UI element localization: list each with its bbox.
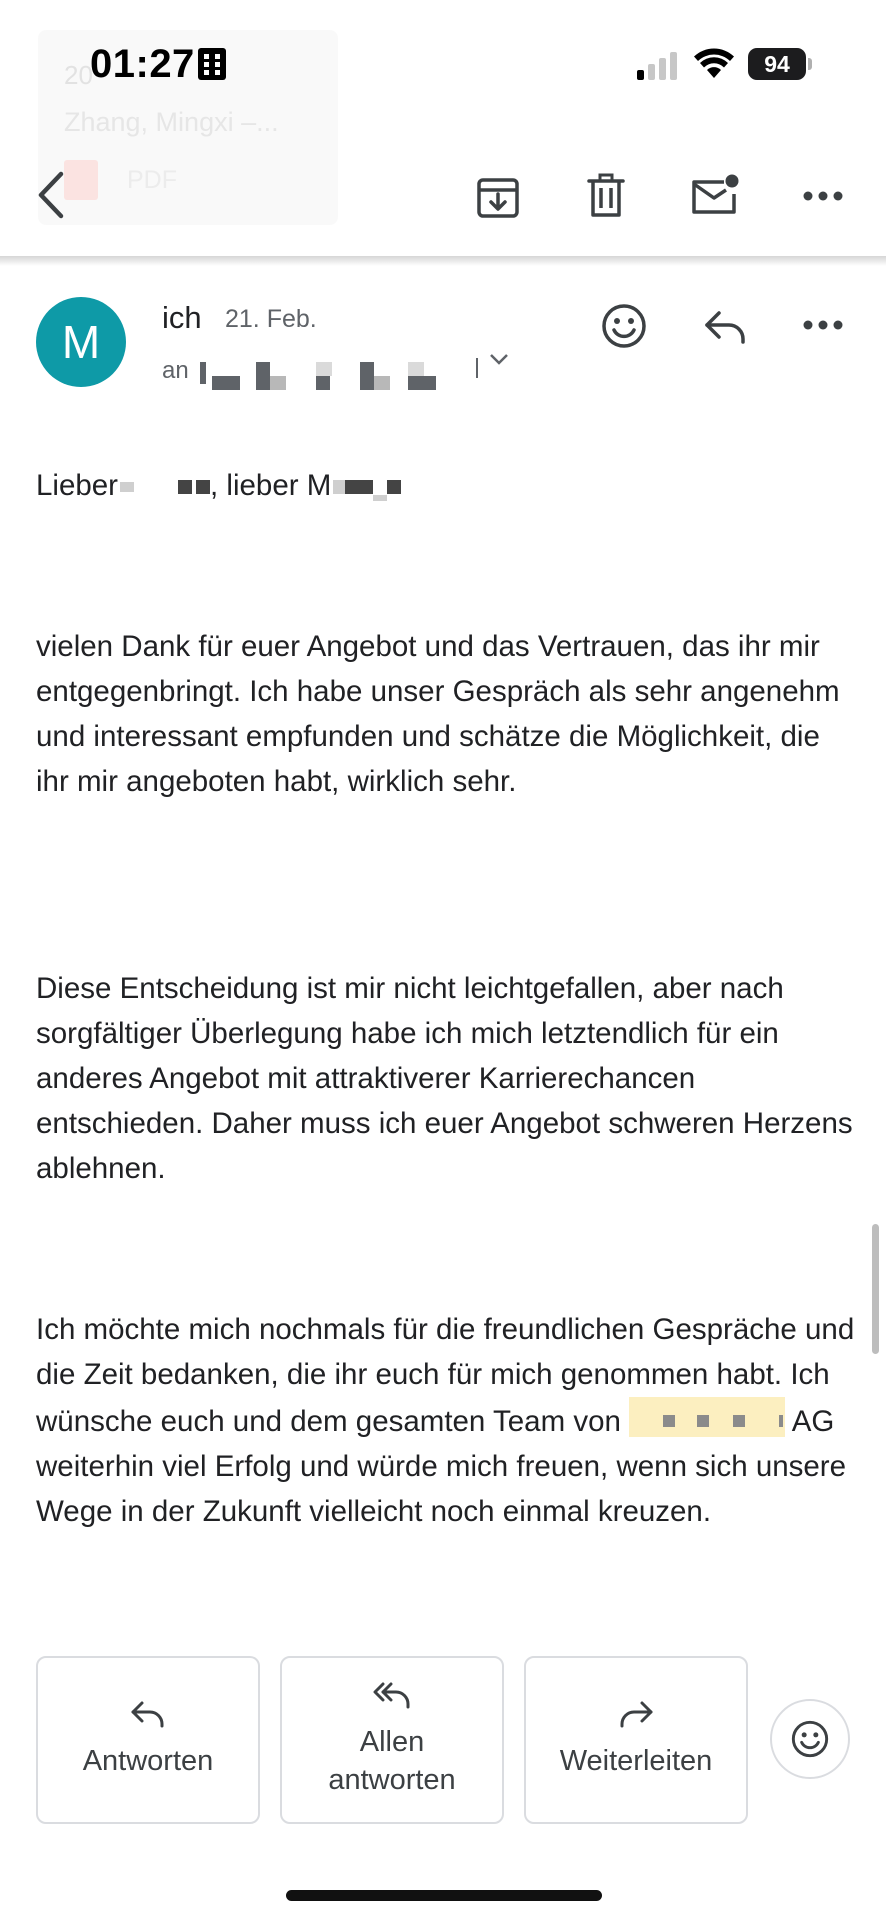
emoji-icon	[600, 302, 648, 350]
more-options-button[interactable]	[795, 176, 851, 216]
avatar[interactable]: M	[36, 297, 126, 387]
greeting-line	[36, 463, 856, 508]
redaction-block	[120, 482, 134, 492]
reply-button[interactable]	[698, 302, 752, 352]
redaction-block	[212, 376, 240, 390]
archive-button[interactable]	[470, 170, 526, 226]
emoji-reaction-button[interactable]	[770, 1699, 850, 1779]
header-divider	[0, 256, 886, 266]
delete-button[interactable]	[578, 168, 634, 224]
body-paragraph-2: Diese Entscheidung ist mir nicht leichtgefallen, aber nach sorgfältiger Überlegung habe ich mich letztendlich für ein anderes Angebot mit attraktiverer Karrierechancen entschieden. Daher muss ich euer Angebot schweren Herzens ablehnen.	[36, 972, 853, 1185]
reply-all-label-line1: Allen	[359, 1726, 425, 1758]
battery-tip	[808, 58, 812, 70]
redaction-block	[256, 362, 270, 390]
body-paragraph-1: vielen Dank für euer Angebot und das Vertrauen, das ihr mir entgegenbringt. Ich habe unser Gespräch als sehr angenehm und interessant empfunden und schätze die Möglichkeit, die ihr mir angeboten habt, wirklich sehr.	[36, 630, 840, 798]
body-paragraph-3	[36, 1307, 856, 1534]
back-button[interactable]	[26, 165, 76, 225]
reply-icon	[130, 1700, 166, 1728]
home-indicator[interactable]	[286, 1890, 602, 1901]
redacted-company-name	[629, 1397, 785, 1437]
archive-icon	[476, 176, 520, 220]
battery-icon: 94	[748, 48, 806, 80]
message-date: 21. Feb.	[225, 305, 317, 333]
add-reaction-button[interactable]	[596, 298, 652, 354]
reply-icon	[703, 310, 747, 344]
redaction-block	[196, 480, 210, 494]
message-more-button[interactable]	[795, 305, 851, 345]
status-time: 01:27	[90, 42, 195, 86]
more-horizontal-icon	[803, 320, 843, 330]
paragraph-3-start: Ich möchte mich nochmals für die freundlichen Gespräche und die Zeit bedanken, die ihr euch für mich genommen habt. Ich wünsche euch und dem gesamten Team von	[36, 1313, 855, 1438]
redaction-block	[345, 480, 373, 494]
greeting-start: Lieber	[36, 469, 119, 502]
trash-icon	[586, 173, 626, 219]
forward-icon	[618, 1700, 654, 1728]
forward-button[interactable]	[524, 1656, 748, 1824]
reply-label: Antworten	[82, 1745, 214, 1777]
more-horizontal-icon	[803, 191, 843, 201]
reply-all-label	[328, 1723, 455, 1799]
preview-sender: Zhang, Mingxi –...	[64, 107, 279, 137]
chevron-down-icon	[488, 352, 510, 366]
recipient-prefix: an	[162, 357, 189, 384]
redaction-block	[200, 362, 206, 384]
preview-line: 20	[64, 60, 93, 90]
redaction-block	[387, 480, 401, 494]
preview-attachment-label: PDF	[127, 166, 177, 194]
expand-recipients-button[interactable]	[488, 352, 510, 371]
redaction-block	[316, 376, 330, 390]
reply-all-button[interactable]	[280, 1656, 504, 1824]
redaction-block	[333, 480, 345, 494]
scrollbar[interactable]	[872, 1224, 879, 1354]
mail-unread-icon	[690, 174, 740, 218]
reply-action-button[interactable]	[36, 1656, 260, 1824]
redaction-block	[373, 495, 387, 501]
reply-all-label-line2: antworten	[328, 1764, 456, 1796]
sender-name: ich	[162, 300, 202, 335]
wifi-icon	[694, 48, 734, 85]
reply-all-icon	[372, 1681, 412, 1709]
redaction-block	[178, 480, 192, 494]
cellular-signal-icon	[637, 52, 679, 85]
mark-unread-button[interactable]	[686, 168, 744, 224]
forward-label: Weiterleiten	[559, 1745, 713, 1777]
building-icon	[196, 46, 228, 87]
redaction-block	[408, 362, 424, 376]
emoji-icon	[790, 1719, 830, 1759]
recipient-line[interactable]	[162, 357, 189, 385]
redaction-block	[476, 358, 478, 378]
redaction-block	[316, 362, 332, 376]
redaction-block	[360, 362, 374, 390]
redaction-block	[374, 376, 390, 390]
redaction-block	[408, 376, 436, 390]
paragraph-3-end: AG weiterhin viel Erfolg und würde mich freuen, wenn sich unsere Wege in der Zukunft vielleicht noch einmal kreuzen.	[36, 1405, 847, 1528]
redaction-block	[270, 376, 286, 390]
greeting-middle: , lieber M	[210, 469, 332, 502]
chevron-left-icon	[36, 171, 66, 219]
